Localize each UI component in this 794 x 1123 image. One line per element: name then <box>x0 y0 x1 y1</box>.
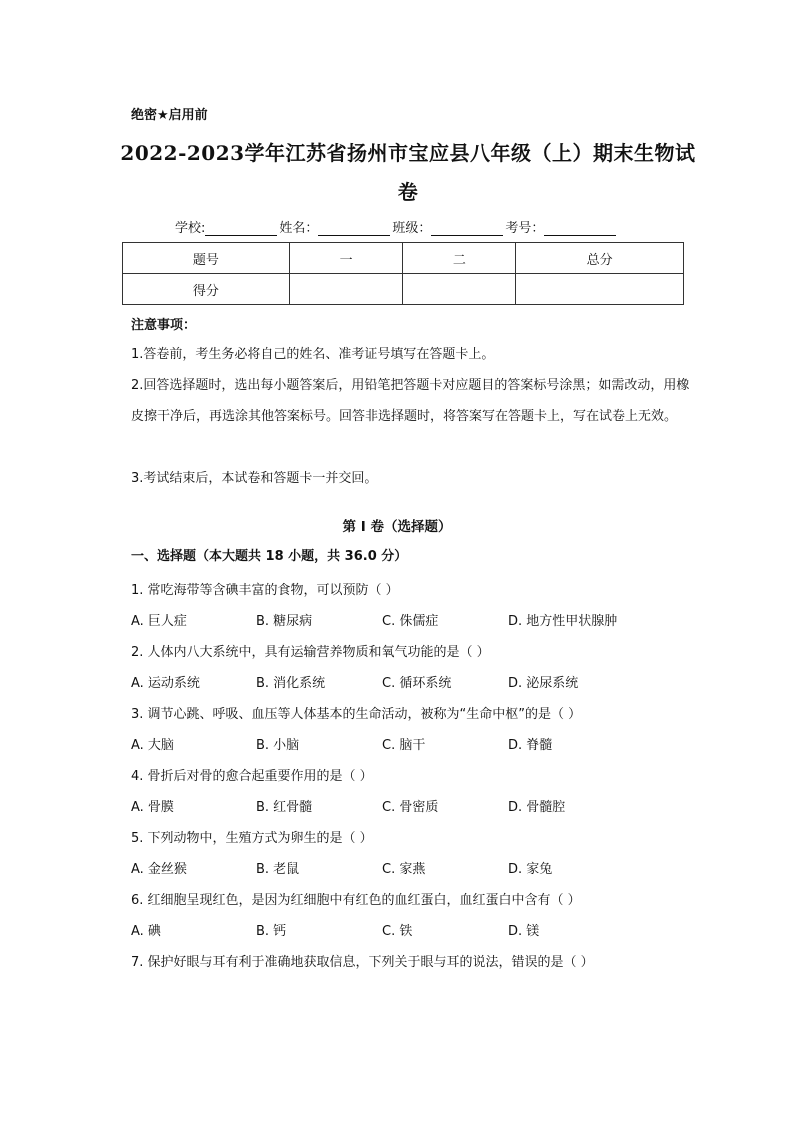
option-c[interactable]: C. 脑干 <box>382 738 426 753</box>
table-row <box>123 243 684 274</box>
option-a[interactable]: A. 大脑 <box>131 738 174 753</box>
option-c[interactable]: C. 家燕 <box>382 862 426 877</box>
score-cell[interactable] <box>516 274 684 305</box>
question-options <box>131 734 691 754</box>
score-table <box>122 242 684 305</box>
option-b[interactable]: B. 老鼠 <box>256 862 300 877</box>
exam-title-line1: 2022-2023学年江苏省扬州市宝应县八年级（上）期末生物试 <box>120 141 696 165</box>
question-stem: 7. 保护好眼与耳有利于准确地获取信息，下列关于眼与耳的说法，错误的是（ ） <box>131 955 594 970</box>
table-cell: 得分 <box>123 274 290 305</box>
option-a[interactable]: A. 运动系统 <box>131 676 200 691</box>
confidential-label: 绝密★启用前 <box>131 108 208 123</box>
table-cell: 题号 <box>123 243 290 274</box>
option-b[interactable]: B. 钙 <box>256 924 287 939</box>
option-d[interactable]: D. 脊髓 <box>508 738 553 753</box>
question-stem: 5. 下列动物中，生殖方式为卵生的是（ ） <box>131 831 373 846</box>
option-c[interactable]: C. 循环系统 <box>382 676 452 691</box>
option-d[interactable]: D. 泌尿系统 <box>508 676 579 691</box>
option-d[interactable]: D. 地方性甲状腺肿 <box>508 614 618 629</box>
option-b[interactable]: B. 糖尿病 <box>256 614 313 629</box>
name-field <box>279 217 392 236</box>
table-row <box>123 274 684 305</box>
school-blank[interactable] <box>205 221 277 236</box>
notice-item: 1.答卷前，考生务必将自己的姓名、准考证号填写在答题卡上。 <box>131 347 495 362</box>
table-cell: 一 <box>289 243 403 274</box>
notice-heading: 注意事项： <box>131 318 197 333</box>
option-d[interactable]: D. 家兔 <box>508 862 553 877</box>
question-options <box>131 610 691 630</box>
question-stem: 4. 骨折后对骨的愈合起重要作用的是（ ） <box>131 769 373 784</box>
name-blank[interactable] <box>318 221 390 236</box>
question-options <box>131 796 691 816</box>
option-a[interactable]: A. 金丝猴 <box>131 862 187 877</box>
class-blank[interactable] <box>431 221 503 236</box>
option-c[interactable]: C. 骨密质 <box>382 800 439 815</box>
option-c[interactable]: C. 铁 <box>382 924 413 939</box>
school-label: 学校: <box>175 221 206 236</box>
question-stem: 2. 人体内八大系统中，具有运输营养物质和氧气功能的是（ ） <box>131 645 490 660</box>
option-b[interactable]: B. 红骨髓 <box>256 800 313 815</box>
student-info-line <box>175 217 618 236</box>
table-cell: 二 <box>403 243 516 274</box>
section-title: 第 I 卷（选择题） <box>342 519 452 535</box>
question-stem: 6. 红细胞呈现红色，是因为红细胞中有红色的血红蛋白，血红蛋白中含有（ ） <box>131 893 581 908</box>
score-cell[interactable] <box>403 274 516 305</box>
option-c[interactable]: C. 侏儒症 <box>382 614 439 629</box>
option-d[interactable]: D. 骨髓腔 <box>508 800 566 815</box>
option-d[interactable]: D. 镁 <box>508 924 540 939</box>
question-stem: 3. 调节心跳、呼吸、血压等人体基本的生命活动，被称为“生命中枢”的是（ ） <box>131 707 582 722</box>
notice-item: 3.考试结束后，本试卷和答题卡一并交回。 <box>131 471 378 486</box>
class-field <box>392 217 505 236</box>
name-label: 姓名： <box>279 221 319 236</box>
option-b[interactable]: B. 小脑 <box>256 738 300 753</box>
exam-number-label: 考号： <box>505 221 545 236</box>
question-options <box>131 858 691 878</box>
exam-title-line2: 卷 <box>397 180 419 204</box>
school-field <box>175 217 279 236</box>
question-options <box>131 920 691 940</box>
option-a[interactable]: A. 骨膜 <box>131 800 174 815</box>
question-stem: 1. 常吃海带等含碘丰富的食物，可以预防（ ） <box>131 583 399 598</box>
class-label: 班级： <box>392 221 432 236</box>
option-a[interactable]: A. 巨人症 <box>131 614 187 629</box>
score-cell[interactable] <box>289 274 403 305</box>
exam-number-blank[interactable] <box>544 221 616 236</box>
option-b[interactable]: B. 消化系统 <box>256 676 326 691</box>
exam-number-field <box>505 217 618 236</box>
table-cell: 总分 <box>516 243 684 274</box>
question-options <box>131 672 691 692</box>
option-a[interactable]: A. 碘 <box>131 924 161 939</box>
notice-item: 2.回答选择题时，选出每小题答案后，用铅笔把答题卡对应题目的答案标号涂黑；如需改动，用橡皮擦干净后，再选涂其他答案标号。回答非选择题时，将答案写在答题卡上，写在试卷上无效。 <box>131 378 690 424</box>
part-heading: 一、选择题（本大题共 18 小题，共 36.0 分） <box>131 549 408 564</box>
